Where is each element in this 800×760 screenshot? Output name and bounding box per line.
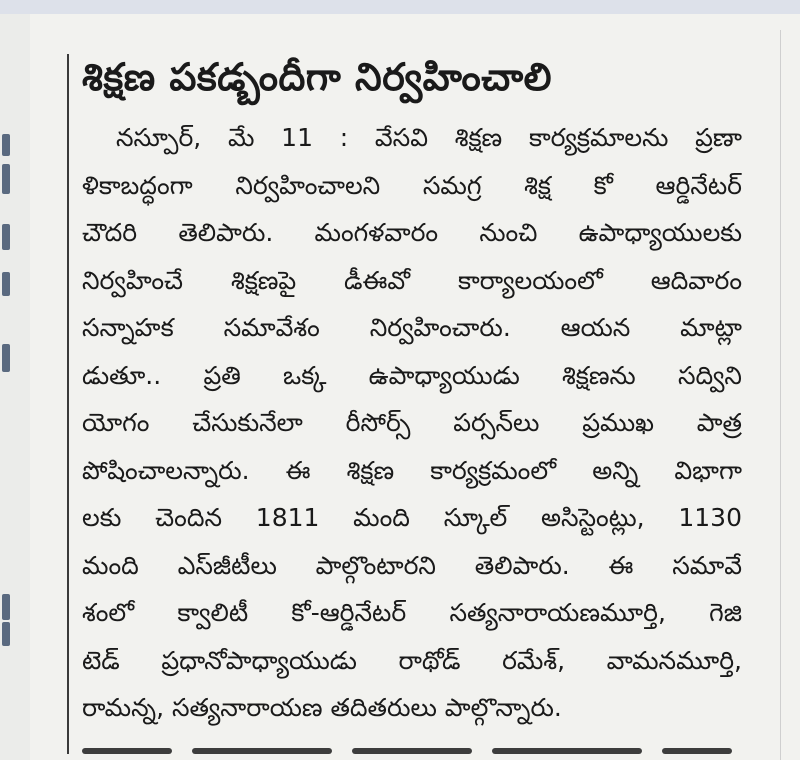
- cutoff-text-fragment: [662, 748, 732, 754]
- cutoff-text-fragment: [492, 748, 642, 754]
- article-line: రామన్న, సత్యనారాయణ తదితరులు పాల్గొన్నారు.: [82, 693, 562, 722]
- article-line: శంలో క్వాలిటీ కో-ఆర్డినేటర్ సత్యనారాయణమూర్తి, గెజి: [82, 598, 742, 627]
- adjacent-column-mark: [2, 134, 10, 156]
- adjacent-column-mark: [2, 594, 10, 620]
- adjacent-column-mark: [2, 224, 10, 250]
- page-top-band: [0, 0, 800, 14]
- cutoff-text-fragment: [352, 748, 472, 754]
- article-line: నిర్వహించే శిక్షణపై డీఈవో కార్యాలయంలో ఆదివారం: [82, 265, 742, 295]
- article-line: నస్పూర్, మే 11 : వేసవి శిక్షణ కార్యక్రమాలను ప్రణా: [116, 123, 742, 152]
- news-article: [82, 48, 742, 732]
- article-line: ళికాబద్ధంగా నిర్వహించాలని సమగ్ర శిక్ష కో ఆర్డినేటర్: [82, 170, 742, 200]
- article-line: లకు చెందిన 1811 మంది స్కూల్ అసిస్టెంట్లు, 1130: [82, 503, 742, 532]
- next-article-cutoff: [82, 742, 742, 760]
- article-line: సన్నాహక సమావేశం నిర్వహించారు. ఆయన మాట్లా: [82, 313, 742, 342]
- article-headline: శిక్షణ పకడ్బందీగా నిర్వహించాలి: [82, 55, 553, 99]
- adjacent-column-mark: [2, 164, 10, 194]
- cutoff-text-fragment: [82, 748, 172, 754]
- adjacent-column-mark: [2, 344, 10, 372]
- article-line: పోషించాలన్నారు. ఈ శిక్షణ కార్యక్రమంలో అన్ని విభాగా: [82, 455, 742, 485]
- adjacent-column-mark: [2, 272, 10, 296]
- article-body: [82, 114, 742, 732]
- adjacent-column-mark: [2, 622, 10, 646]
- column-rule: [67, 54, 69, 754]
- right-margin-rule: [780, 30, 781, 760]
- article-line: టెడ్ ప్రధానోపాధ్యాయుడు రాథోడ్ రమేశ్, వామనమూర్తి,: [82, 645, 742, 675]
- cutoff-text-fragment: [192, 748, 332, 754]
- adjacent-column-edge: [0, 14, 30, 760]
- article-line: యోగం చేసుకునేలా రీసోర్స్ పర్సన్‌లు ప్రముఖ పాత్ర: [82, 408, 742, 437]
- article-line: చౌదరి తెలిపారు. మంగళవారం నుంచి ఉపాధ్యాయులకు: [82, 218, 742, 247]
- article-line: మంది ఎస్‌జీటీలు పాల్గొంటారని తెలిపారు. ఈ సమావే: [82, 550, 742, 580]
- article-line: డుతూ.. ప్రతి ఒక్క ఉపాధ్యాయుడు శిక్షణను సద్విని: [82, 360, 742, 390]
